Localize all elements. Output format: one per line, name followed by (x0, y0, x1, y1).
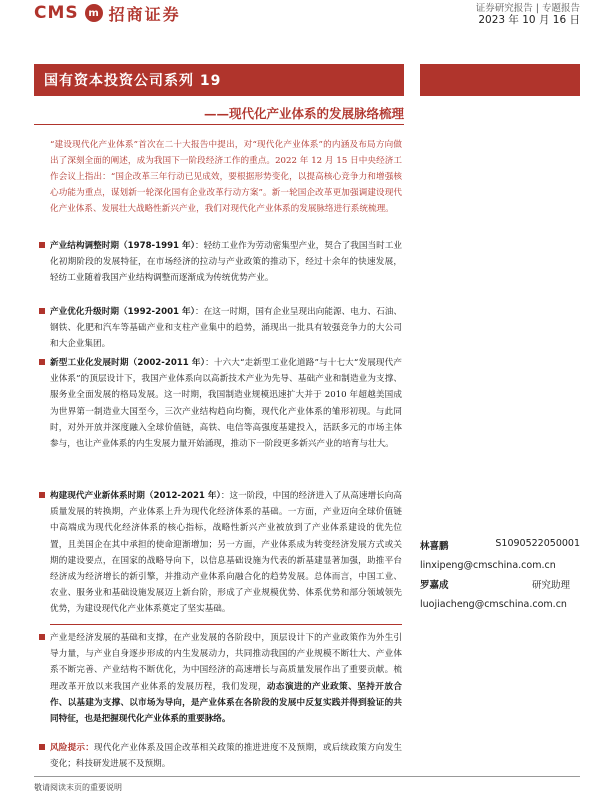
period-text: ：在这一时期，国有企业呈现出向能源、电力、石油、钢铁、化肥和汽车等基础产业和支柱产业集中的趋势，涌现出一批具有较强竞争力的大公司和大企业集团。 (50, 307, 402, 350)
report-date: 2023 年 10 月 16 日 (478, 14, 580, 26)
footer-disclaimer: 敬请阅读末页的重要说明 (34, 783, 122, 792)
period-item (50, 488, 402, 618)
analyst-card (420, 538, 580, 571)
logo-chinese-text: 招商证券 (108, 4, 181, 24)
bullet-square-icon (39, 744, 45, 750)
logo-text: CMS (34, 3, 79, 23)
period-heading: 构建现代产业新体系时期（2012-2021 年） (50, 491, 221, 501)
subtitle-divider (34, 124, 404, 125)
bullet-square-icon (39, 308, 45, 314)
logo-mark-icon: m (85, 4, 103, 22)
period-text: ：十六大“走新型工业化道路”与十七大“发展现代产业体系”的顶层设计下，我国产业体系向以高新技术产业为先导、基础产业和制造业为支撑、服务业全面发展的格局发展。这一时期，我国制造业规模迅速扩大并于 2010 年超越美国成为世界第一制造业大国至今，三次产业结构趋向均衡，现代化产业体系的雏形初现。与此同时，对外开放并深度融入全球价值链，高铁、电信等高强度基建投入，活跃多元的市场主体参与，也让产业体系的内生发展力量开始涌现，推动下一阶段更多新兴产业的培育与壮大。 (50, 358, 402, 450)
title-banner-right (420, 64, 580, 96)
analyst-name: 林喜鹏 (420, 541, 449, 552)
analyst-role: 研究助理 (531, 580, 570, 591)
risk-label: 风险提示： (50, 743, 95, 753)
analyst-email: linxipeng@cmschina.com.cn (420, 560, 556, 571)
bullet-square-icon (39, 634, 45, 640)
intro-paragraph (50, 137, 402, 217)
report-subtitle: ——现代化产业体系的发展脉络梳理 (203, 106, 404, 121)
risk-item (50, 740, 402, 772)
report-type: 证券研究报告 | 专题报告 (475, 3, 580, 14)
period-heading: 新型工业化发展时期（2002-2011 年） (50, 358, 206, 368)
bullet-square-icon (39, 242, 45, 248)
period-heading: 产业优化升级时期（1992-2001 年） (50, 307, 196, 317)
intro-text: “建设现代化产业体系”首次在二十大报告中提出，对“现代化产业体系”的内涵及布局方向做出了深刻全面的阐述，成为我国下一阶段经济工作的重点。2022 年 12 月 15 日中央经济工作会议上指出：“国企改革三年行动已见成效，要根据形势变化，以提高核心竞争力和增强核心功能为重点，谋划新一轮深化国有企业改革行动方案”。新一轮国企改革更加强调建设现代化产业体系、发展壮大战略性新兴产业，我们对现代化产业体系的发展脉络进行系统梳理。 (50, 140, 402, 214)
risk-text: 现代化产业体系及国企改革相关政策的推进进度不及预期，或后续政策方向发生变化；科技研发进展不及预期。 (50, 743, 402, 770)
analyst-name: 罗嘉成 (420, 580, 449, 591)
analyst-email: luojiacheng@cmschina.com.cn (420, 599, 567, 610)
section-divider (50, 624, 402, 625)
period-item (50, 355, 402, 452)
summary-text: 产业是经济发展的基础和支撑，在产业发展的各阶段中，顶层设计下的产业政策作为外生引导力量，与产业自身逐步形成的内生发展动力，共同推动我国的产业规模不断壮大、产业体系不断完善、产业结构不断优化，为中国经济的高速增长与高质量发展作出了重要贡献。梳理改革开放以来我国产业体系的发展历程，我们发现， (50, 633, 402, 692)
summary-key-finding: 动态演进的产业政策、坚持开放合作、以基建为支撑、以市场为导向，是产业体系在各阶段的发展中反复实践并得到验证的共同特征，也是把握现代化产业体系的重要脉络。 (50, 681, 402, 725)
bullet-square-icon (39, 359, 45, 365)
summary-item (50, 630, 402, 727)
period-heading: 产业结构调整时期（1978-1991 年） (50, 241, 196, 251)
footer-divider (34, 776, 580, 777)
period-text: ：轻纺工业作为劳动密集型产业，契合了我国当时工业化初期阶段的发展特征，在市场经济的拉动与产业政策的推动下，经过十余年的快速发展，轻纺工业随着我国产业结构调整而逐渐成为传统优势产业。 (50, 241, 402, 284)
period-text: ：这一阶段，中国的经济进入了从高速增长向高质量发展的转换期，产业体系上升为现代化经济体系的基础。一方面，产业迈向全球价值链中高端成为现代化经济体系的核心指标，战略性新兴产业被放到了产业体系建设的优先位置，且美国企在其中承担的使命迎渐增加；另一方面，产业体系成为转变经济发展方式或关期的建设要点，在国家的战略导向下，以信息基础设施为代表的新基建显著加强，助推平台经济成为经济增长的新引擎，并推动产业体系向融合化的趋势发展。总体而言，中国工业、农业、服务业和基础设施发展迈上新台阶，形成了产业规模优势、体系优势和部分领域领先优势，为建设现代化产业体系奠定了坚实基础。 (50, 491, 402, 615)
analyst-card (420, 577, 580, 610)
bullet-square-icon (39, 492, 45, 498)
period-item (50, 304, 402, 353)
analyst-license-id: S1090522050001 (495, 538, 580, 549)
series-title: 国有资本投资公司系列 19 (44, 73, 222, 89)
period-item (50, 238, 402, 287)
brand-logo (34, 0, 181, 26)
